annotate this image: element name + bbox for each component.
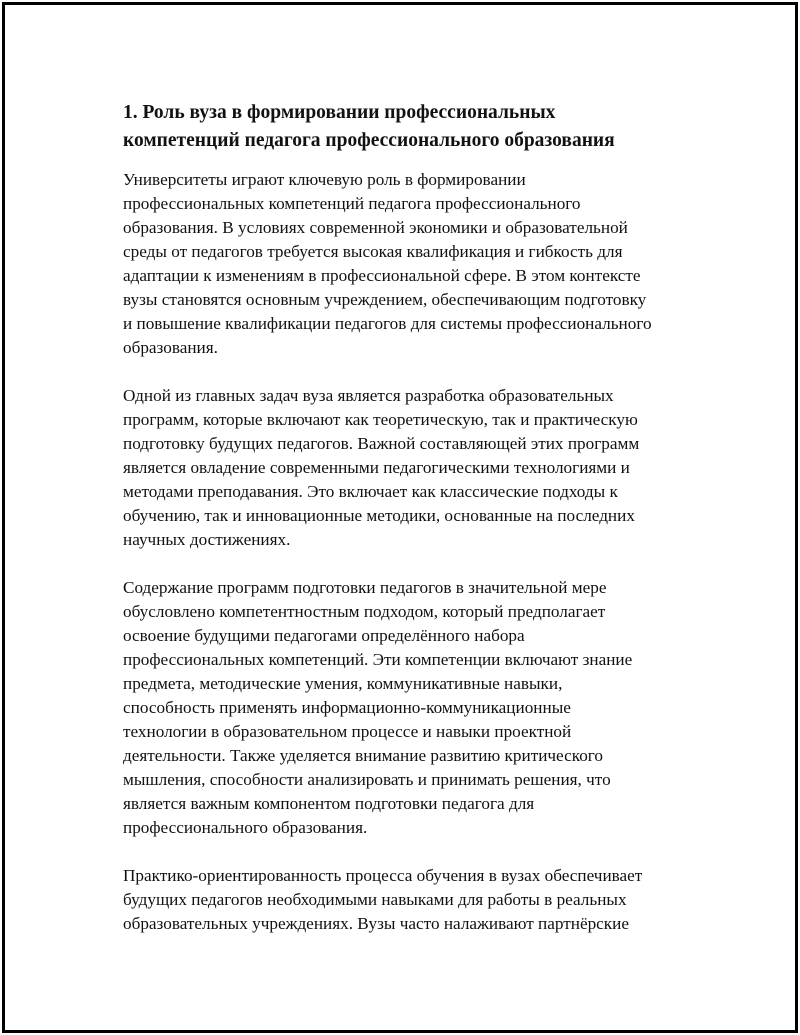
text-line: способность применять информационно-коммуникационные [123,698,571,717]
text-line: профессионального образования. [123,818,368,837]
paragraph-2 [123,384,713,552]
text-line: профессиональных компетенций педагога профессионального [123,194,581,213]
paragraph-1 [123,168,713,360]
text-line: является важным компонентом подготовки педагога для [123,794,535,813]
text-line: образовательных учреждениях. Вузы часто налаживают партнёрские [123,914,629,933]
text-line: образования. В условиях современной экономики и образовательной [123,218,628,237]
text-line: мышления, способности анализировать и принимать решения, что [123,770,611,789]
text-line: будущих педагогов необходимыми навыками для работы в реальных [123,890,627,909]
text-line: Университеты играют ключевую роль в формировании [123,170,526,189]
text-line: обусловлено компетентностным подходом, который предполагает [123,602,606,621]
text-line: предмета, методические умения, коммуникативные навыки, [123,674,563,693]
text-line: вузы становятся основным учреждением, обеспечивающим подготовку [123,290,647,309]
title-line: 1. Роль вуза в формировании профессиональных [123,102,556,123]
text-line: Одной из главных задач вуза является разработка образовательных [123,386,614,405]
page-border [2,2,798,1033]
text-line: образования. [123,338,218,357]
text-line: Содержание программ подготовки педагогов в значительной мере [123,578,607,597]
text-line: освоение будущими педагогами определённого набора [123,626,525,645]
text-line: подготовку будущих педагогов. Важной составляющей этих программ [123,434,640,453]
text-line: деятельности. Также уделяется внимание развитию критического [123,746,604,765]
text-line: профессиональных компетенций. Эти компетенции включают знание [123,650,633,669]
text-line: адаптации к изменениям в профессиональной сфере. В этом контексте [123,266,641,285]
title-line: компетенций педагога профессионального образования [123,130,615,151]
text-line: технологии в образовательном процессе и навыки проектной [123,722,572,741]
text-line: является овладение современными педагогическими технологиями и [123,458,630,477]
text-line: среды от педагогов требуется высокая квалификация и гибкость для [123,242,623,261]
text-line: научных достижениях. [123,530,291,549]
text-line: методами преподавания. Это включает как классические подходы к [123,482,618,501]
paragraph-3 [123,576,713,840]
text-line: и повышение квалификации педагогов для системы профессионального [123,314,652,333]
document-body [123,99,713,960]
paragraph-4 [123,864,713,936]
text-line: Практико-ориентированность процесса обучения в вузах обеспечивает [123,866,643,885]
text-line: программ, которые включают как теоретическую, так и практическую [123,410,638,429]
text-line: обучению, так и инновационные методики, основанные на последних [123,506,635,525]
section-title [123,99,713,155]
